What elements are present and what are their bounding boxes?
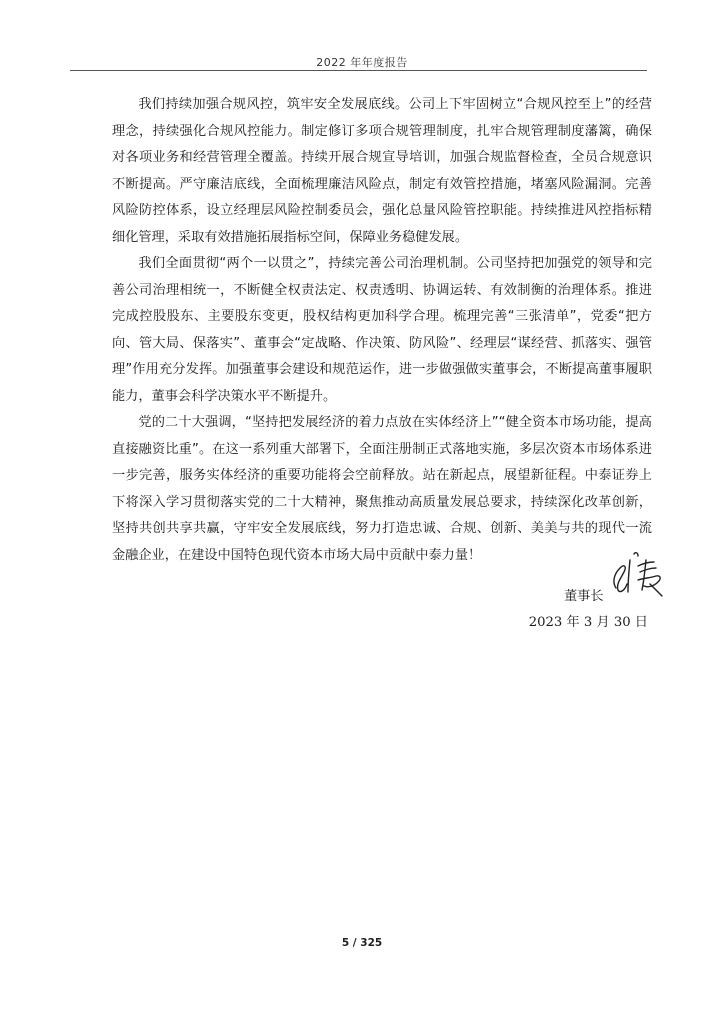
signature-block [548,548,658,608]
paragraph-compliance-risk-control: 我们持续加强合规风控，筑牢安全发展底线。公司上下牢固树立“合规风控至上”的经营理念，持续强化合规风控能力。制定修订多项合规管理制度，扎牢合规管理制度藩篱，确保对各项业务和经营管理全覆盖。持续开展合规宣导培训，加强合规监督检查，全员合规意识不断提高。严守廉洁底线，全面梳理廉洁风险点，制定有效管控措施，堵塞风险漏洞。完善风险防控体系，设立经理层风险控制委员会，强化总量风险管控职能。持续推进风控指标精细化管理，采取有效措施拓展指标空间，保障业务稳健发展。 [112,97,652,245]
header-divider [70,70,647,71]
chairman-label: 董事长 [564,589,604,604]
paragraph-twentieth-congress-outlook: 党的二十大强调，“坚持把发展经济的着力点放在实体经济上”“健全资本市场功能，提高直接融资比重”。在这一系列重大部署下，全面注册制正式落地实施，多层次资本市场体系进一步完善，服务实体经济的重要功能将会空前释放。站在新起点，展望新征程。中泰证券上下将深入学习贯彻落实党的二十大精神，聚焦推动高质量发展总要求，持续深化改革创新，坚持共创共享共赢，守牢安全发展底线，努力打造忠诚、合规、创新、美美与共的现代一流金融企业，在建设中国特色现代资本市场大局中贡献中泰力量！ [112,415,652,563]
chairman-letter-body [112,92,652,569]
report-header-title: 2022 年年度报告 [316,56,408,69]
signing-date: 2023 年 3 月 30 日 [528,615,648,630]
page-number: 5 / 325 [341,937,383,949]
handwritten-signature-icon [608,548,668,600]
paragraph-corporate-governance: 我们全面贯彻“两个一以贯之”，持续完善公司治理机制。公司坚持把加强党的领导和完善公司治理相统一，不断健全权责法定、权责透明、协调运转、有效制衡的治理体系。推进完成控股股东、主要股东变更，股权结构更加科学合理。梳理完善“三张清单”，党委“把方向、管大局、保落实”、董事会“定战略、作决策、防风险”、经理层“谋经营、抓落实、强管理”作用充分发挥。加强董事会建设和规范运作，进一步做强做实董事会，不断提高董事履职能力，董事会科学决策水平不断提升。 [112,256,652,404]
